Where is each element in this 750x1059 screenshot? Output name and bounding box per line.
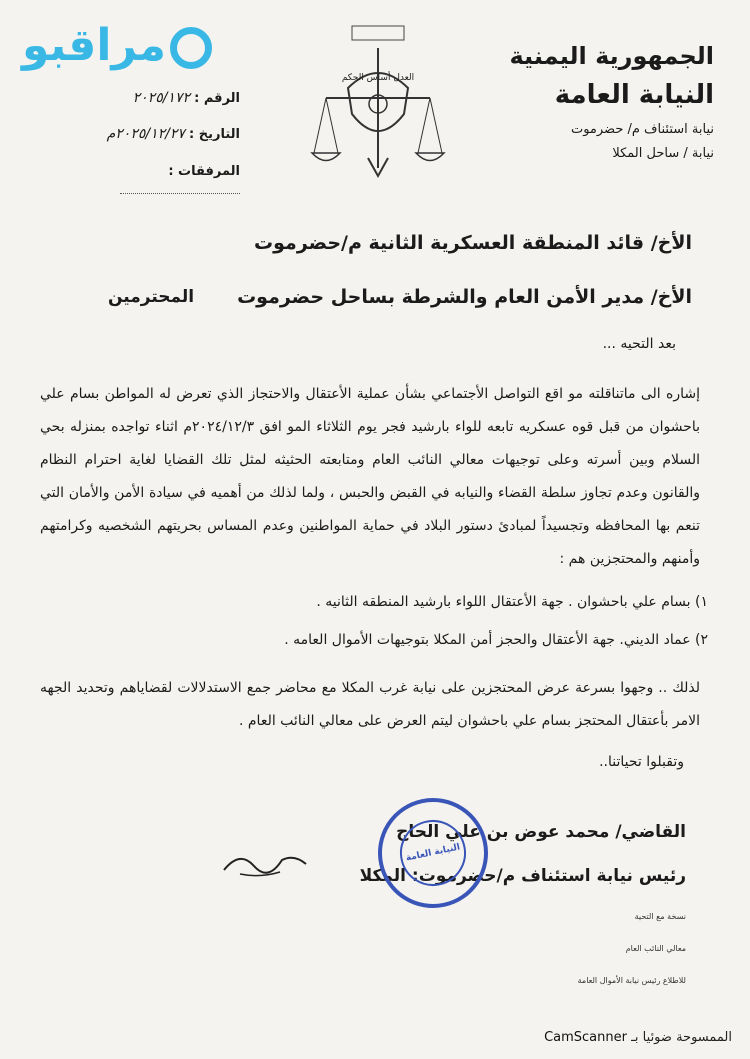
authority-office: النيابة العامة (554, 80, 714, 110)
copy-line-1: نسخة مع التحية (634, 912, 686, 921)
handwritten-signature-icon (220, 842, 310, 882)
authority-country: الجمهورية اليمنية (509, 42, 714, 70)
closing-paragraph: لذلك .. وجهوا بسرعة عرض المحتجزين على نيابة غرب المكلا مع محاضر جمع الاستدلالات لقضاياهم وتحديد الجهه الامر بأعتقال المحتجز بسام علي باحشوان ليتم العرض على معالي النائب العام . (40, 680, 700, 729)
date-label: التاريخ : (189, 127, 240, 142)
copy-line-2: معالي النائب العام (625, 944, 686, 953)
authority-branch: نيابة / ساحل المكلا (612, 146, 714, 161)
copy-line-3: للاطلاع رئيس نيابة الأموال العامة (577, 976, 686, 985)
greeting: بعد التحيه ... (602, 336, 676, 352)
attachments-row (60, 164, 240, 194)
addressee-1: الأخ/ قائد المنطقة العسكرية الثانية م/حضرموت (254, 232, 692, 254)
scanner-app: CamScanner (544, 1030, 627, 1045)
emblem-caption: العدل أساس الحكم (341, 73, 415, 83)
date-value: ٢٠٢٥/١٢/٢٧م (106, 126, 185, 142)
respect-label: المحترمين (108, 287, 195, 307)
attachments-label: المرفقات : (168, 164, 240, 179)
watermark-logo (22, 20, 212, 71)
ref-value: ٢٠٢٥/١٧٢ (132, 90, 190, 106)
scanner-footer (544, 1030, 732, 1045)
authority-appeals: نيابة استئناف م/ حضرموت (570, 122, 714, 137)
detainee-item-2: ٢) عماد الديني. جهة الأعتقال والحجز أمن المكلا بتوجيهات الأموال العامه . (284, 632, 708, 648)
signatory-title: رئيس نيابة استئناف م/حضرموت: المكلا (359, 866, 686, 886)
stamp-label: النيابة العامة (405, 842, 461, 864)
addressee-2: الأخ/ مدير الأمن العام والشرطة بساحل حضرموت (237, 286, 692, 308)
watermark-ring-icon (170, 27, 212, 69)
body-paragraph: إشاره الى ماتناقلته مو اقع التواصل الأجتماعي بشأن عملية الأعتقال والاحتجاز الذي تعرض له المواطن بسام علي باحشوان من قبل قوه عسكريه تابعه للواء بارشيد فجر يوم الثلاثاء المو افق ٢٠٢٤/١٢/٣م اثناء تواجده بمنزله بحي السلام وبين أسرته وعلى توجيهات معالي النائب العام ومتابعته الحثيثه لمثل تلك القضايا لغاية احترام النظام والقانون وعدم تجاوز سلطة القضاء والنيابه في القبض والحبس ، ولما لذلك من أهميه في سيادة الأمن والأمان التي تنعم بها المحافظه وتجسيداً لمبادئ دستور البلاد في حماية المواطنين وعدم المساس بحريتهم الشخصيه وكرامتهم وأمنهم والمحتجزين هم : (40, 386, 700, 567)
thanks-line: وتقبلوا تحياتنا.. (599, 754, 684, 770)
watermark-text: مراقبو (22, 20, 167, 71)
ref-label: الرقم : (194, 91, 240, 106)
justice-emblem-icon (308, 18, 448, 188)
date-row (60, 126, 240, 142)
scanner-prefix: الممسوحة ضوئيا بـ (631, 1030, 732, 1045)
signatory-name: القاضي/ محمد عوض بن علي الحاج (396, 822, 686, 842)
detainee-item-1: ١) بسام علي باحشوان . جهة الأعتقال اللواء بارشيد المنطقه الثانيه . (316, 594, 708, 610)
attachments-blank (120, 193, 240, 194)
official-stamp (368, 788, 498, 918)
ref-row (60, 90, 240, 106)
